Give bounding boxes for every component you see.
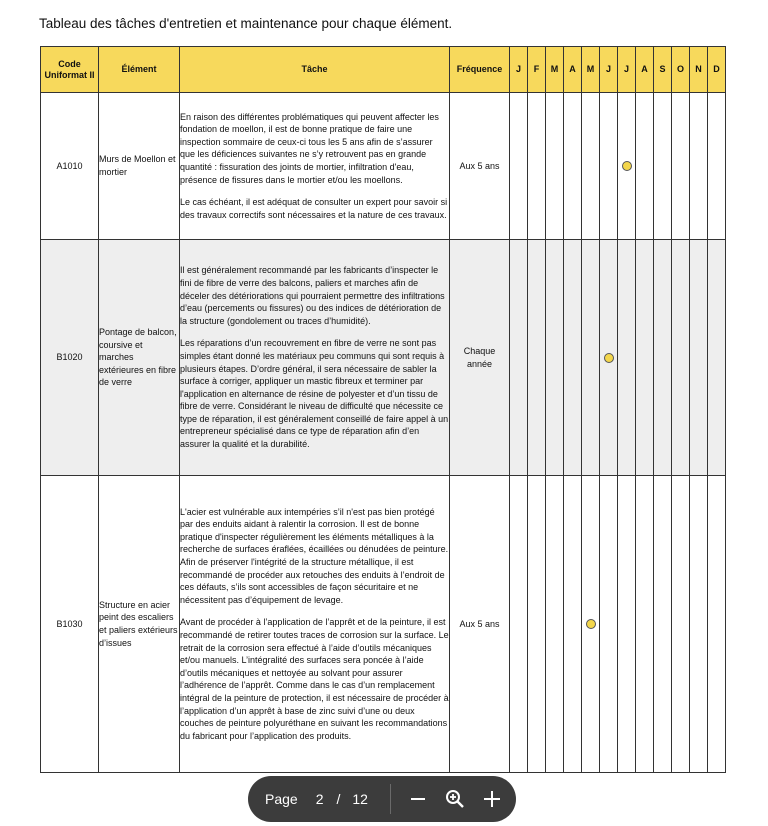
month-cell [708,240,726,476]
month-cell [546,240,564,476]
header-month: N [690,47,708,93]
month-cell [528,240,546,476]
page-separator: / [336,791,341,807]
month-cell [600,93,618,240]
header-month: J [600,47,618,93]
month-cell [582,476,600,773]
month-cell [564,240,582,476]
header-month: J [510,47,528,93]
row-task [180,93,450,240]
table-row [41,476,726,773]
row-task [180,240,450,476]
month-cell [510,93,528,240]
page-toolbar [248,776,516,822]
header-month: A [564,47,582,93]
toolbar-divider [390,784,391,814]
zoom-out-button[interactable] [407,788,429,810]
month-cell [618,240,636,476]
month-cell [510,240,528,476]
row-element: Pontage de balcon, coursive et marches extérieures en fibre de verre [99,240,180,476]
month-cell [654,93,672,240]
zoom-in-button[interactable] [444,788,466,810]
month-cell [564,476,582,773]
task-paragraph: En raison des différentes problématiques qui peuvent affecter les fondation de moellon, il est de bonne pratique de faire une inspection sommaire de ceux-ci tous les 5 ans afin de s’assurer que les déficiences suivantes ne s’y retrouvent pas en grande quantité : fissuration des joints de mortier, infiltration d'eau, présence de fissures dans le mortier et/ou les moellons. [180,111,439,185]
month-cell [654,240,672,476]
table-header-row [41,47,726,93]
month-cell [636,240,654,476]
month-cell [690,93,708,240]
header-month: F [528,47,546,93]
table-row [41,93,726,240]
month-cell [528,476,546,773]
month-cell [636,476,654,773]
month-cell [708,93,726,240]
page-label: Page [265,791,298,807]
month-cell [690,240,708,476]
row-code: B1020 [41,240,99,476]
month-cell [582,240,600,476]
page-title: Tableau des tâches d'entretien et maintenance pour chaque élément. [39,16,453,31]
header-month: A [636,47,654,93]
month-cell [582,93,600,240]
row-task [180,476,450,773]
month-cell [672,93,690,240]
schedule-marker [622,161,632,171]
header-element: Élément [99,47,180,93]
month-cell [564,93,582,240]
month-cell [510,476,528,773]
month-cell [600,240,618,476]
row-frequency: Chaque année [450,240,510,476]
maintenance-table [40,46,726,773]
row-frequency: Aux 5 ans [450,476,510,773]
task-paragraph: Le cas échéant, il est adéquat de consulter un expert pour savoir si des travaux correctifs sont nécessaires et la nature de ces travaux. [180,197,448,220]
month-cell [708,476,726,773]
month-cell [672,476,690,773]
row-code: B1030 [41,476,99,773]
minus-icon [410,791,426,807]
month-cell [618,476,636,773]
header-task: Tâche [180,47,450,93]
row-element: Structure en acier peint des escaliers et paliers extérieurs d’issues [99,476,180,773]
month-cell [690,476,708,773]
row-frequency: Aux 5 ans [450,93,510,240]
task-paragraph: Il est généralement recommandé par les fabricants d’inspecter le fini de fibre de verre des balcons, paliers et marches afin de déceler des détériorations qui pourraient permettre des infiltrations d’eau (percements ou fissures) ou des indices de détérioration de la structure (gondolement ou traces d’humidité). [180,265,445,326]
header-code: Code Uniformat II [41,47,99,93]
task-paragraph: L'acier est vulnérable aux intempéries s’il n'est pas bien protégé par des enduits aidant à ralentir la corrosion. Il est de bonne pratique d'inspecter régulièrement les éléments métalliques à la recherche de surfaces éraflées, écaillées ou dénudées de peinture. Afin de préserver l'intégrité de la structure métallique, il est recommandé de procéder aux retouches des enduits à l’endroit de ces défauts, s’ils sont accessibles de façon sécuritaire et ne nécessitent pas d’équipement de levage. [180,506,449,605]
month-cell [672,240,690,476]
month-cell [546,476,564,773]
header-month: J [618,47,636,93]
month-cell [600,476,618,773]
schedule-marker [604,353,614,363]
month-cell [636,93,654,240]
header-month: D [708,47,726,93]
header-month: O [672,47,690,93]
table-row [41,240,726,476]
month-cell [618,93,636,240]
header-month: M [582,47,600,93]
month-cell [546,93,564,240]
add-button[interactable] [481,788,503,810]
zoom-in-icon [445,789,465,809]
month-cell [528,93,546,240]
row-code: A1010 [41,93,99,240]
plus-icon [483,790,501,808]
header-month: S [654,47,672,93]
header-month: M [546,47,564,93]
task-paragraph: Les réparations d’un recouvrement en fibre de verre ne sont pas simples étant donné les matériaux peu communs qui sont requis à plusieurs étapes. D’ordre général, il sera nécessaire de sabler la surface à corriger, appliquer un mastic fibreux et terminer par l'application en alternance de résine de polyester et d’un tissu de fibre de verre. Considérant le niveau de difficulté que nécessite ce type de réparation, il est généralement conseillé de faire appel à un entrepreneur spécialisé dans ce type de réparation afin d’en assurer la qualité et la durabilité. [180,338,449,450]
month-cell [654,476,672,773]
task-paragraph: Avant de procéder à l’application de l’apprêt et de la peinture, il est recommandé de retirer toutes traces de corrosion sur la surface. Le retrait de la corrosion sera effectué à l’aide d’outils mécaniques et/ou manuels. L’intégralité des surfaces sera poncée à l’aide d’outils mécaniques et nettoyée au solvant pour assurer l’adhérence de l’apprêt. Comme dans le cas d’un remplacement intégral de la peinture de protection, il est nécessaire de procéder à l’application d’un apprêt à base de zinc suivi d’une ou deux couches de peinture polyuréthane en suivant les recommandations du fabricant pour l’application des produits. [180,617,449,741]
header-frequency: Fréquence [450,47,510,93]
page-total: 12 [352,791,368,807]
page-number-input[interactable]: 2 [315,791,324,807]
row-element: Murs de Moellon et mortier [99,93,180,240]
schedule-marker [586,619,596,629]
